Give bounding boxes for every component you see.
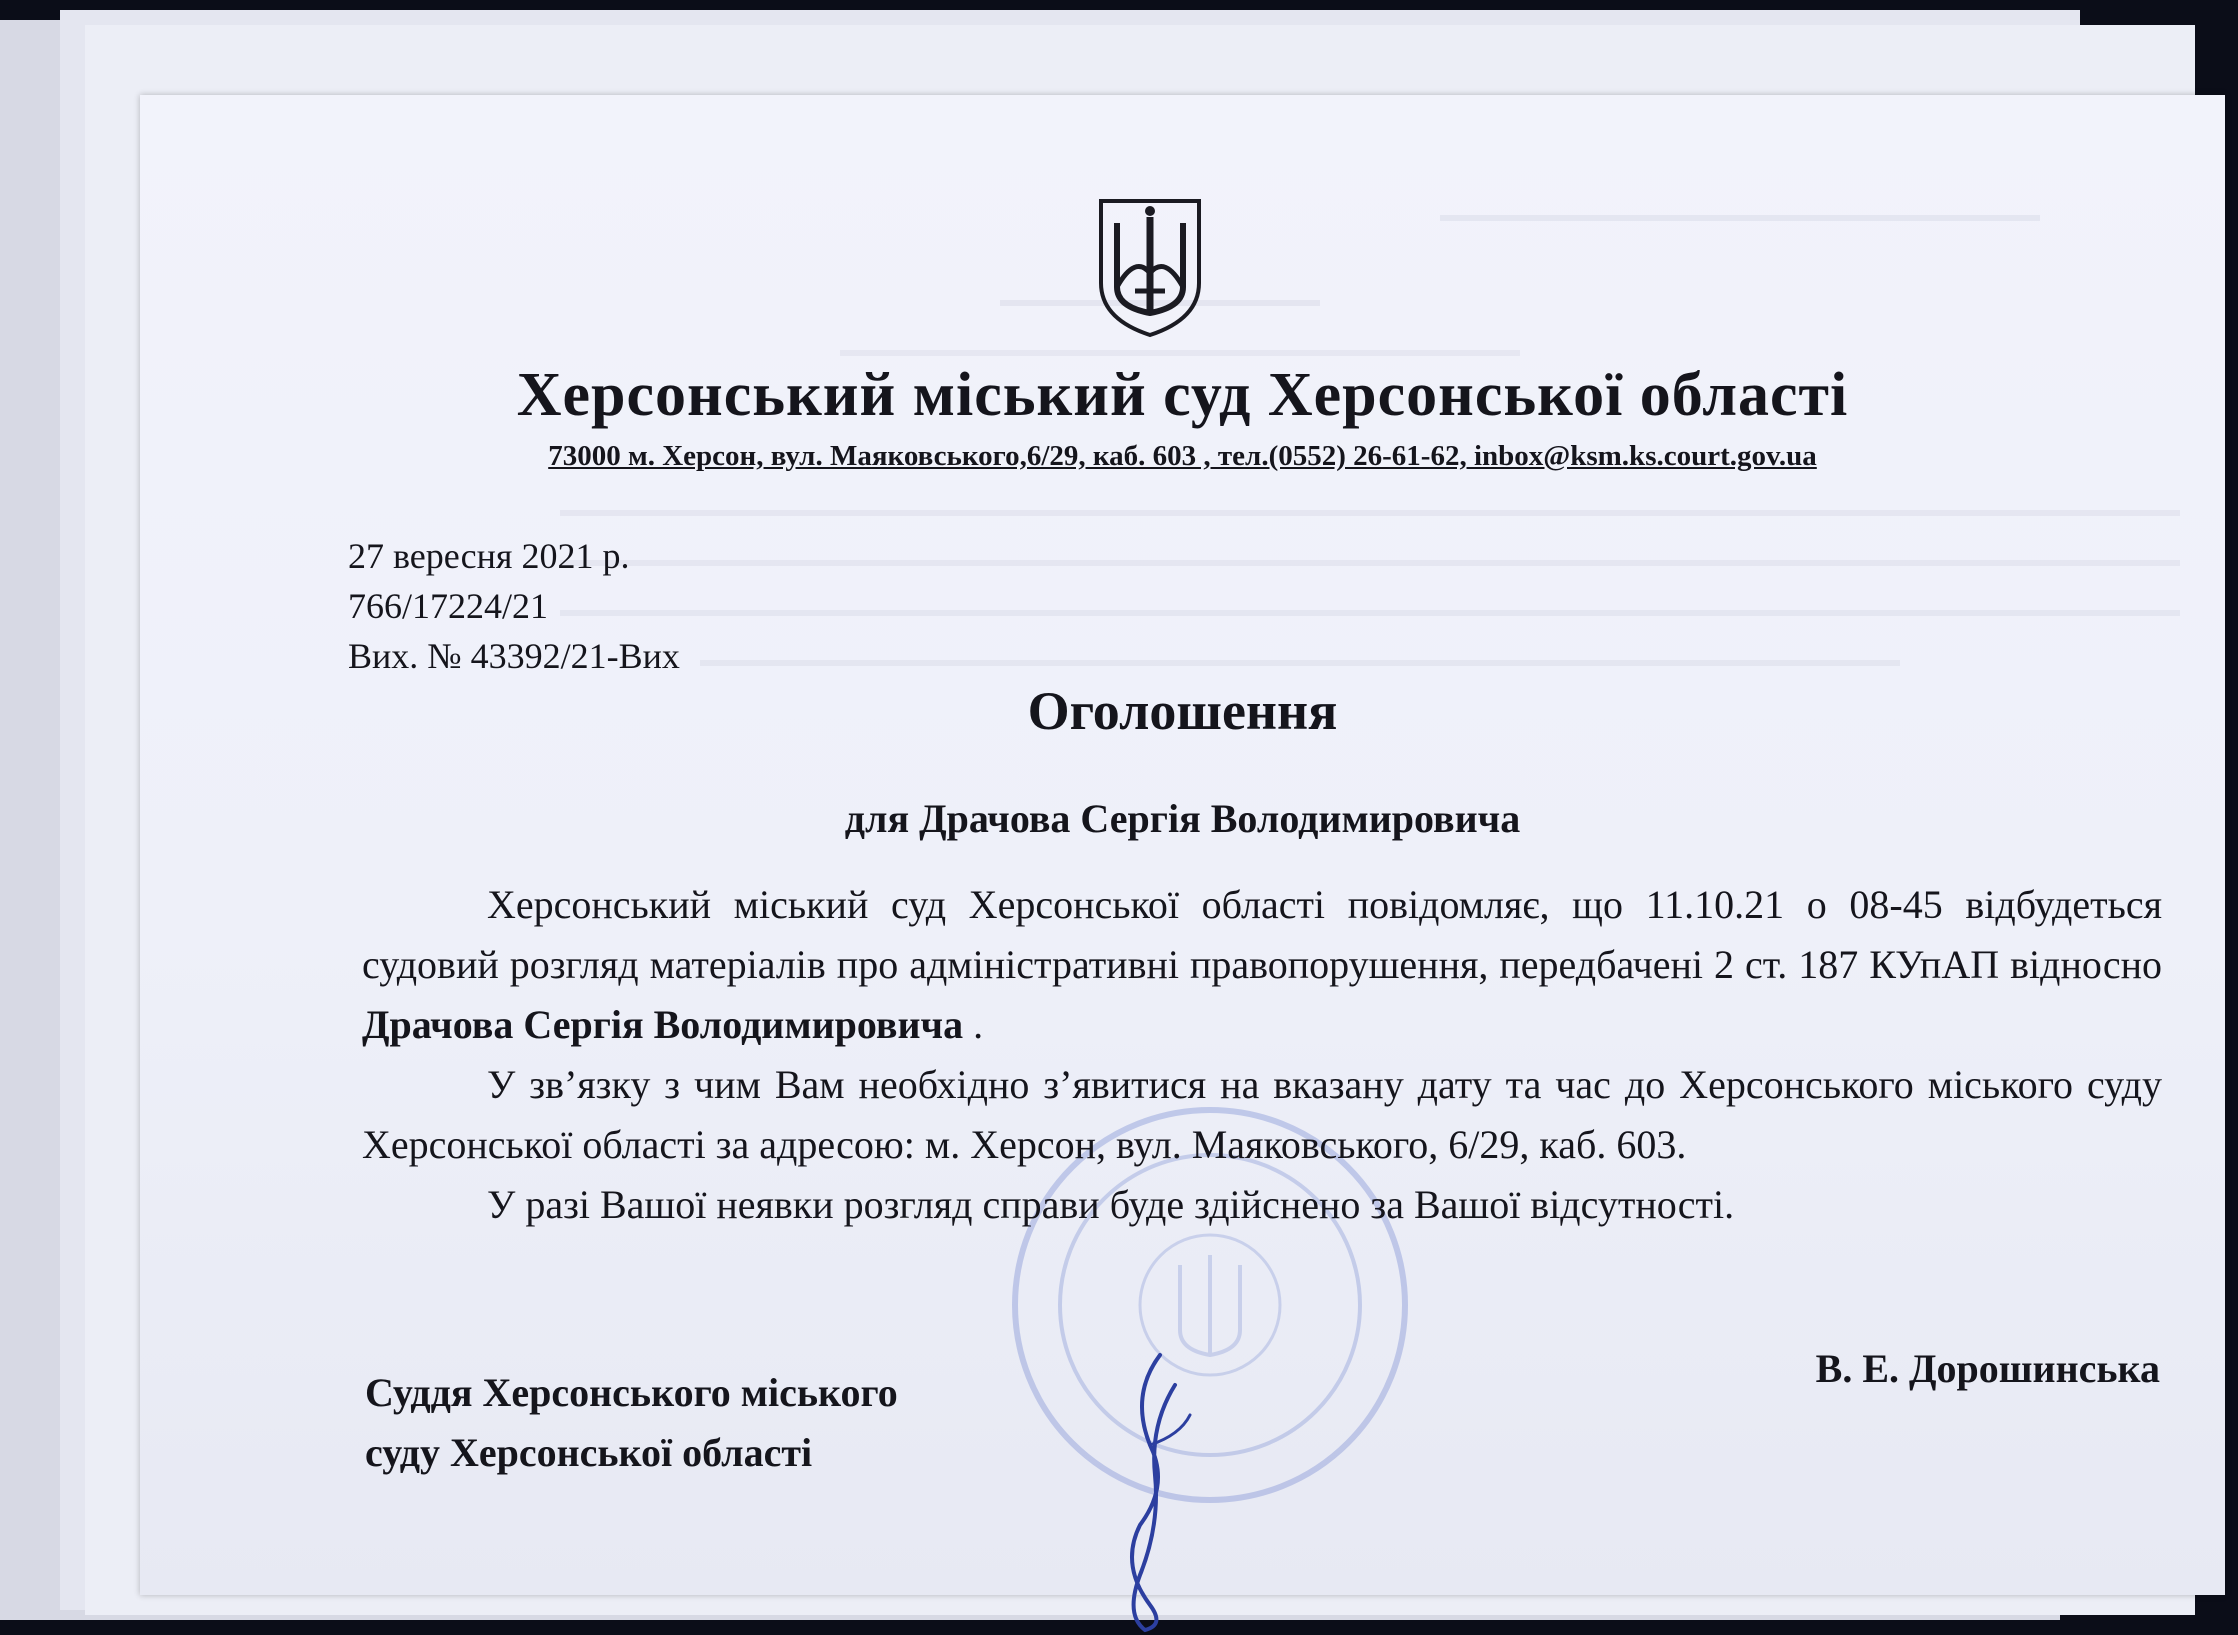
body-paragraph-2: У зв’язку з чим Вам необхідно з’явитися на вказану дату та час до Херсонського міського суду Херсонської області за адресою: м. Херсон, вул. Маяковського, 6/29, каб. 603. [362, 1062, 2162, 1167]
para1-end: . [963, 1002, 984, 1047]
body-paragraph-1 [362, 875, 2162, 1055]
judge-title-line-2: суду Херсонської області [365, 1430, 813, 1475]
case-number: 766/17224/21 [348, 586, 549, 626]
judge-title-line-1: Суддя Херсонського міського [365, 1370, 898, 1415]
outgoing-number: Вих. № 43392/21-Вих [348, 636, 680, 676]
notice-heading: Оголошення [1027, 681, 1338, 741]
para1-person-name: Драчова Сергія Володимировича [362, 1002, 964, 1047]
judge-title [365, 1363, 898, 1483]
addressee-line: для Драчова Сергія Володимировича [844, 796, 1521, 841]
body-paragraph-3: У разі Вашої неявки розгляд справи буде здійснено за Вашої відсутності. [487, 1182, 1735, 1227]
notice-body [362, 875, 2162, 1235]
letter-date: 27 вересня 2021 р. [348, 536, 630, 576]
para1-text: Херсонський міський суд Херсонської області повідомляє, що 11.10.21 о 08-45 відбудеться судовий розгляд матеріалів про адміністративні правопорушення, передбачені 2 ст. 187 КУпАП відносно [362, 882, 2162, 987]
court-notice-sheet [140, 95, 2225, 1595]
court-address: 73000 м. Херсон, вул. Маяковського,6/29, каб. 603 , тел.(0552) 26-61-62, inbox@ksm.ks.court.gov.ua [548, 440, 1817, 472]
coat-of-arms-icon [1095, 195, 1205, 340]
court-name: Херсонський міський суд Херсонської області [516, 361, 1849, 429]
handwritten-signature [1090, 1335, 1220, 1635]
judge-name: В. Е. Дорошинська [1815, 1346, 2160, 1391]
